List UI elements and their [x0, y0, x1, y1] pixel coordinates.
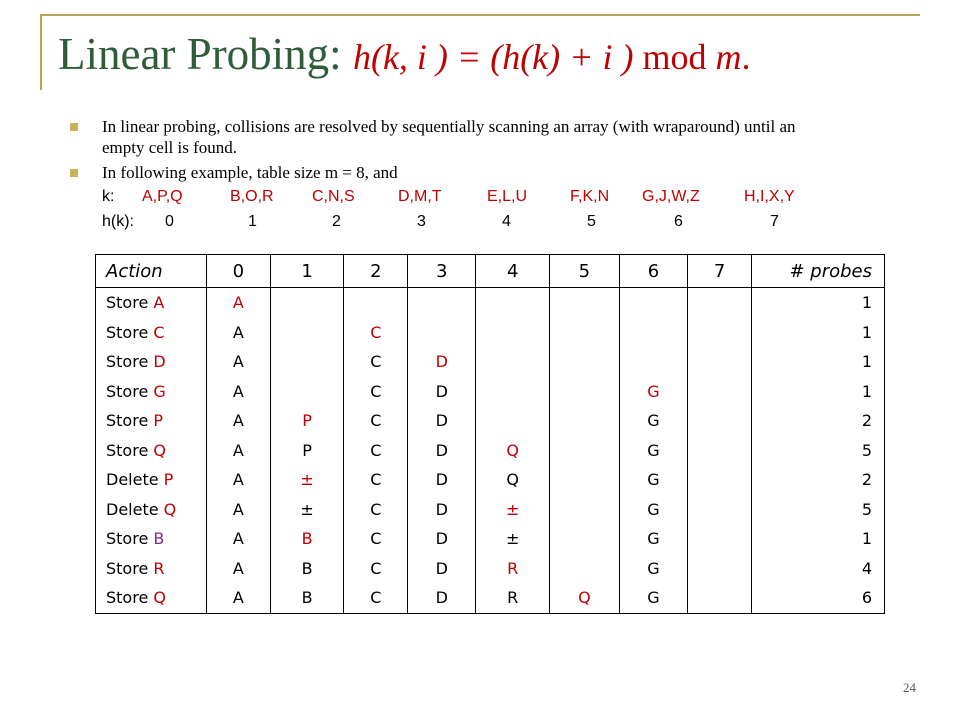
- slot-cell: [688, 318, 752, 348]
- slot-cell: C: [344, 583, 408, 613]
- slot-cell: C: [344, 465, 408, 495]
- slot-cell: G: [619, 436, 688, 466]
- slot-cell: G: [619, 465, 688, 495]
- key-group: B,O,R: [230, 188, 274, 205]
- slot-cell: [550, 465, 620, 495]
- slot-cell: [550, 377, 620, 407]
- hash-value: 3: [417, 213, 426, 230]
- slot-cell: C: [344, 554, 408, 584]
- slot-cell: C: [344, 495, 408, 525]
- key-row: [102, 188, 795, 206]
- table-row: [96, 288, 885, 318]
- slot-cell: A: [207, 465, 271, 495]
- bullet-item: [70, 116, 830, 158]
- slot-cell: G: [619, 583, 688, 613]
- hash-value: 1: [248, 213, 257, 230]
- slot-cell: [688, 465, 752, 495]
- slot-cell: R: [476, 583, 550, 613]
- probe-count: 5: [752, 495, 885, 525]
- slot-cell: A: [207, 347, 271, 377]
- slot-cell: G: [619, 377, 688, 407]
- probe-count: 5: [752, 436, 885, 466]
- slot-cell: A: [207, 377, 271, 407]
- slot-cell: D: [408, 495, 476, 525]
- bullet-text: In linear probing, collisions are resolved by sequentially scanning an array (with wraparound) until an empty cell is found.: [102, 117, 796, 157]
- table-row: [96, 406, 885, 436]
- row-action: [96, 495, 207, 525]
- slot-cell: A: [207, 554, 271, 584]
- slot-cell: D: [408, 406, 476, 436]
- slot-cell: [550, 318, 620, 348]
- header-slot: 4: [476, 255, 550, 288]
- action-verb: Store: [106, 588, 149, 608]
- row-action: [96, 554, 207, 584]
- table-row: [96, 318, 885, 348]
- formula-part1: h(k, i ) = (h(k) + i ): [352, 37, 634, 77]
- slot-cell: D: [408, 465, 476, 495]
- slot-cell: [476, 347, 550, 377]
- slot-cell: C: [344, 377, 408, 407]
- action-verb: Store: [106, 529, 149, 549]
- table-row: [96, 436, 885, 466]
- row-action: [96, 288, 207, 318]
- action-verb: Store: [106, 411, 149, 431]
- slot-cell: [688, 288, 752, 318]
- slot-cell: B: [270, 583, 344, 613]
- formula-m: m: [715, 37, 742, 77]
- slot-cell: [408, 318, 476, 348]
- key-group: D,M,T: [398, 188, 442, 205]
- key-group: H,I,X,Y: [744, 188, 795, 205]
- header-slot: 2: [344, 255, 408, 288]
- slot-cell: [688, 583, 752, 613]
- header-slot: 5: [550, 255, 620, 288]
- slot-cell: R: [476, 554, 550, 584]
- slot-cell: [688, 554, 752, 584]
- slot-cell: [344, 288, 408, 318]
- probe-count: 1: [752, 377, 885, 407]
- slide-title: [58, 30, 750, 80]
- hash-value: 2: [332, 213, 341, 230]
- slot-cell: [619, 318, 688, 348]
- formula-mod: mod: [642, 37, 707, 77]
- slot-cell: [550, 436, 620, 466]
- slot-cell: ±: [270, 465, 344, 495]
- slot-cell: [619, 347, 688, 377]
- slot-cell: B: [270, 524, 344, 554]
- hash-label: h(k):: [102, 213, 134, 230]
- action-key: P: [163, 470, 174, 490]
- slot-cell: [550, 347, 620, 377]
- slot-cell: C: [344, 406, 408, 436]
- action-verb: Store: [106, 322, 149, 342]
- slot-cell: Q: [476, 465, 550, 495]
- table-row: [96, 347, 885, 377]
- bullet-text: In following example, table size m = 8, and: [102, 163, 398, 182]
- slot-cell: A: [207, 288, 271, 318]
- slot-cell: [476, 377, 550, 407]
- slot-cell: [270, 347, 344, 377]
- key-group: A,P,Q: [142, 188, 183, 205]
- slot-cell: G: [619, 524, 688, 554]
- slot-cell: [688, 524, 752, 554]
- row-action: [96, 377, 207, 407]
- action-key: P: [153, 411, 164, 431]
- slot-cell: A: [207, 406, 271, 436]
- hash-value: 4: [502, 213, 511, 230]
- action-verb: Store: [106, 293, 149, 313]
- action-key: A: [153, 293, 165, 313]
- action-key: B: [153, 529, 165, 549]
- slot-cell: [688, 436, 752, 466]
- slot-cell: ±: [476, 524, 550, 554]
- row-action: [96, 524, 207, 554]
- key-group: F,K,N: [570, 188, 610, 205]
- header-slot: 6: [619, 255, 688, 288]
- action-key: Q: [153, 588, 166, 608]
- row-action: [96, 318, 207, 348]
- table-row: [96, 524, 885, 554]
- key-label: k:: [102, 188, 115, 205]
- slot-cell: D: [408, 347, 476, 377]
- row-action: [96, 406, 207, 436]
- probe-count: 2: [752, 465, 885, 495]
- slot-cell: [688, 377, 752, 407]
- slot-cell: [688, 495, 752, 525]
- header-slot: 0: [207, 255, 271, 288]
- slot-cell: D: [408, 583, 476, 613]
- title-formula: [353, 37, 751, 77]
- action-verb: Store: [106, 440, 149, 460]
- action-verb: Store: [106, 558, 149, 578]
- slot-cell: P: [270, 406, 344, 436]
- slot-cell: P: [270, 436, 344, 466]
- slot-cell: A: [207, 436, 271, 466]
- slot-cell: [476, 406, 550, 436]
- formula-end: .: [741, 37, 751, 77]
- action-verb: Store: [106, 381, 149, 401]
- probe-count: 6: [752, 583, 885, 613]
- row-action: [96, 347, 207, 377]
- slot-cell: ±: [270, 495, 344, 525]
- header-probes: # probes: [752, 255, 885, 288]
- slot-cell: D: [408, 436, 476, 466]
- slot-cell: G: [619, 554, 688, 584]
- slot-cell: [270, 318, 344, 348]
- key-group: C,N,S: [312, 188, 355, 205]
- slot-cell: C: [344, 436, 408, 466]
- probe-count: 1: [752, 318, 885, 348]
- hash-value: 5: [587, 213, 596, 230]
- slot-cell: C: [344, 347, 408, 377]
- slot-cell: [476, 318, 550, 348]
- key-group: G,J,W,Z: [642, 188, 700, 205]
- slot-cell: A: [207, 318, 271, 348]
- probe-count: 1: [752, 288, 885, 318]
- slot-cell: D: [408, 524, 476, 554]
- title-side-rule: [40, 14, 42, 90]
- key-group: E,L,U: [487, 188, 528, 205]
- action-key: Q: [153, 440, 166, 460]
- slot-cell: [688, 347, 752, 377]
- slot-cell: A: [207, 524, 271, 554]
- header-slot: 1: [270, 255, 344, 288]
- hash-value: 6: [674, 213, 683, 230]
- slot-cell: [550, 524, 620, 554]
- title-main: Linear Probing:: [58, 29, 342, 79]
- slot-cell: A: [207, 583, 271, 613]
- slot-cell: Q: [550, 583, 620, 613]
- table-row: [96, 377, 885, 407]
- header-slot: 3: [408, 255, 476, 288]
- bullet-square-icon: [70, 169, 78, 177]
- title-rule: [40, 14, 920, 16]
- action-key: R: [153, 558, 165, 578]
- slot-cell: [550, 554, 620, 584]
- probe-count: 4: [752, 554, 885, 584]
- table-row: [96, 583, 885, 613]
- slot-cell: [550, 288, 620, 318]
- slot-cell: A: [207, 495, 271, 525]
- page-number: 24: [903, 680, 916, 695]
- slot-cell: B: [270, 554, 344, 584]
- slot-cell: [550, 495, 620, 525]
- slot-cell: [550, 406, 620, 436]
- probe-table: [95, 254, 885, 614]
- bullet-list: [70, 116, 830, 187]
- table-row: [96, 554, 885, 584]
- slot-cell: Q: [476, 436, 550, 466]
- bullet-square-icon: [70, 123, 78, 131]
- slot-cell: D: [408, 554, 476, 584]
- slot-cell: ±: [476, 495, 550, 525]
- header-slot: 7: [688, 255, 752, 288]
- action-key: C: [153, 322, 165, 342]
- probe-count: 1: [752, 524, 885, 554]
- action-verb: Store: [106, 352, 149, 372]
- slot-cell: C: [344, 524, 408, 554]
- slot-cell: [688, 406, 752, 436]
- slot-cell: [476, 288, 550, 318]
- slot-cell: [270, 288, 344, 318]
- table-row: [96, 465, 885, 495]
- slot-cell: G: [619, 495, 688, 525]
- table-header-row: [96, 255, 885, 288]
- probe-count: 1: [752, 347, 885, 377]
- bullet-item: [70, 162, 830, 183]
- action-verb: Delete: [106, 470, 159, 490]
- slot-cell: G: [619, 406, 688, 436]
- hash-value: 0: [165, 213, 174, 230]
- action-verb: Delete: [106, 499, 159, 519]
- slot-cell: [619, 288, 688, 318]
- hash-row: [102, 213, 779, 231]
- header-action: Action: [96, 255, 207, 288]
- action-key: G: [153, 381, 166, 401]
- action-key: Q: [163, 499, 177, 519]
- slot-cell: D: [408, 377, 476, 407]
- row-action: [96, 465, 207, 495]
- slot-cell: [408, 288, 476, 318]
- probe-count: 2: [752, 406, 885, 436]
- row-action: [96, 583, 207, 613]
- row-action: [96, 436, 207, 466]
- action-key: D: [153, 352, 166, 372]
- table-row: [96, 495, 885, 525]
- slot-cell: C: [344, 318, 408, 348]
- slot-cell: [270, 377, 344, 407]
- hash-value: 7: [770, 213, 779, 230]
